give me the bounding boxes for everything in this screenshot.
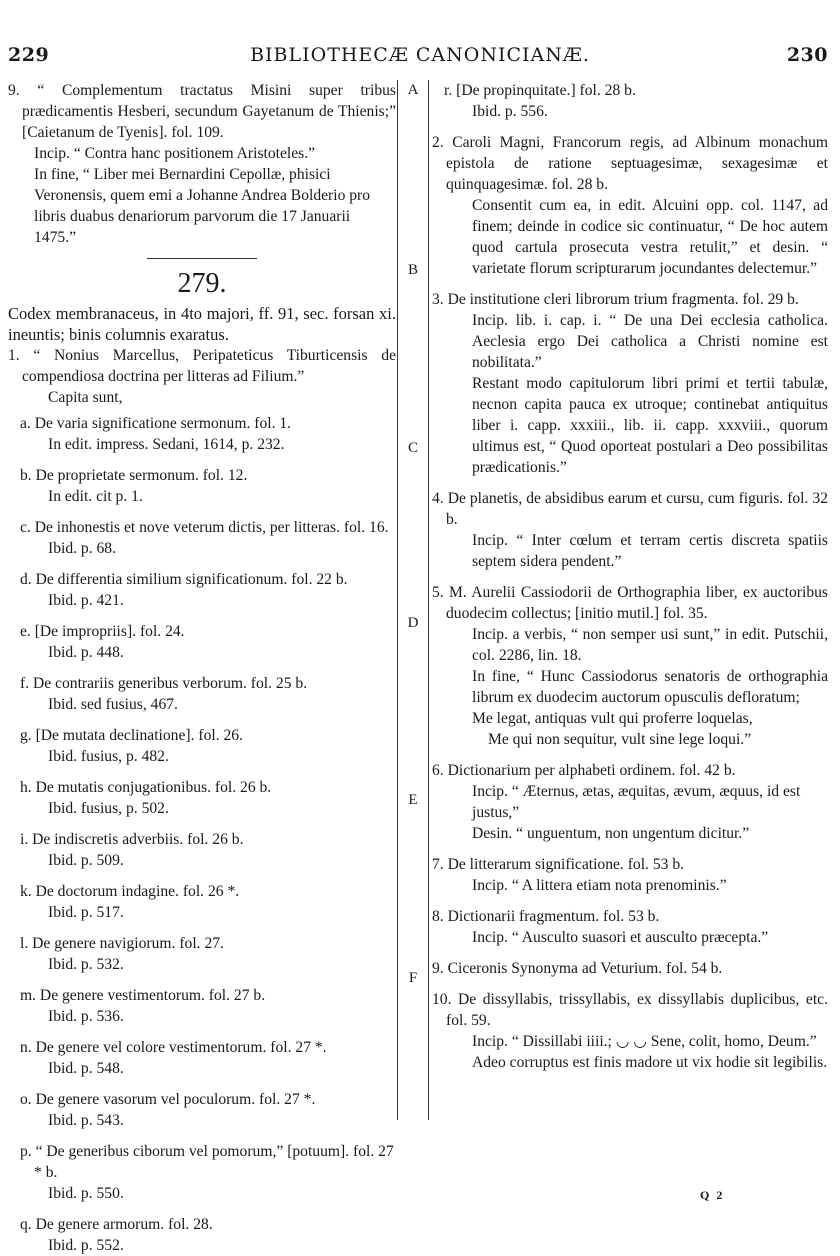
entry-9-title: 9. “ Complementum tractatus Misini super tribus prædicamentis Hesberi, secundum Gayetanum de Thienis;” [Caietanum de Tyenis]. fol. 109. [8, 82, 396, 141]
signature-mark: Q 2 [700, 1188, 725, 1202]
entry-10-title: 10. De dissyllabis, trissyllabis, ex dissyllabis duplicibus, etc. fol. 59. [432, 991, 828, 1029]
entry-5-verse-2: Me qui non sequitur, vult sine lege loqui.” [488, 731, 752, 748]
entry-m-title: m. De genere vestimentorum. fol. 27 b. [20, 987, 266, 1004]
left-column [8, 80, 396, 1256]
column-rule-left [397, 80, 398, 1120]
entry-b-ref: In edit. cit p. 1. [48, 488, 143, 505]
entry-3-incipit: Incip. lib. i. cap. i. “ De una Dei ecclesia catholica. Aeclesia ergo Dei catholica a Christi nomine est nobilitata.” [472, 312, 828, 371]
entry-a-ref: In edit. impress. Sedani, 1614, p. 232. [48, 436, 285, 453]
entry-o-ref: Ibid. p. 543. [48, 1112, 124, 1129]
entry-7-title: 7. De litterarum significatione. fol. 53 b. [432, 856, 685, 873]
entry-6-title: 6. Dictionarium per alphabeti ordinem. fol. 42 b. [432, 762, 736, 779]
entry-l-title: l. De genere navigiorum. fol. 27. [20, 935, 224, 952]
entry-8-title: 8. Dictionarii fragmentum. fol. 53 b. [432, 908, 660, 925]
margin-letter-f: F [408, 970, 418, 986]
entry-9r-title: 9. Ciceronis Synonyma ad Veturium. fol. 54 b. [432, 960, 723, 977]
page-number-left: 229 [8, 44, 50, 66]
entry-o-title: o. De genere vasorum vel poculorum. fol. 27 *. [20, 1091, 316, 1108]
entry-e-title: e. [De impropriis]. fol. 24. [20, 623, 185, 640]
entry-h-ref: Ibid. fusius, p. 502. [48, 800, 169, 817]
entry-3-title: 3. De institutione cleri librorum trium fragmenta. fol. 29 b. [432, 291, 799, 308]
entry-c-ref: Ibid. p. 68. [48, 540, 117, 557]
entry-8-incipit: Incip. “ Ausculto suasori et ausculto præcepta.” [472, 929, 769, 946]
right-column [432, 80, 828, 1073]
entry-6-desinit: Desin. “ unguentum, non ungentum dicitur.” [472, 825, 750, 842]
page-header [0, 44, 840, 74]
entry-g-ref: Ibid. fusius, p. 482. [48, 748, 169, 765]
entry-q-ref: Ibid. p. 552. [48, 1237, 124, 1254]
column-rule-right [428, 80, 429, 1120]
entry-l-ref: Ibid. p. 532. [48, 956, 124, 973]
page-number-right: 230 [786, 44, 828, 66]
entry-5-incipit: Incip. a verbis, “ non semper usi sunt,” in edit. Putschii, col. 2286, lin. 18. [472, 626, 828, 664]
entry-2-title: 2. Caroli Magni, Francorum regis, ad Albinum monachum epistola de ratione septuagesimæ, sexagesimæ et quinquagesimæ. fol. 28 b. [432, 134, 828, 193]
entry-1-capita: Capita sunt, [48, 389, 123, 406]
entry-2-note: Consentit cum ea, in edit. Alcuini opp. col. 1147, ad finem; deinde in codice sic continuatur, “ De hoc autem quod cartula prosecuta vestra retulit,” et desin. “ varietate florum scripturarum jocundantes delectemur.” [472, 197, 828, 277]
entry-9-in-fine: In fine, “ Liber mei Bernardini Cepollæ, phisici Veronensis, quem emi a Johanne Andrea Bolderio pro libris duabus denariorum parvorum die 17 Januarii 1475.” [34, 166, 371, 246]
entry-5-verse-1: Me legat, antiquas vult qui proferre loquelas, [472, 710, 753, 727]
entry-n-title: n. De genere vel colore vestimentorum. fol. 27 *. [20, 1039, 327, 1056]
entry-4-title: 4. De planetis, de absidibus earum et cursu, cum figuris. fol. 32 b. [432, 490, 828, 528]
entry-n-ref: Ibid. p. 548. [48, 1060, 124, 1077]
entry-c-title: c. De inhonestis et nove veterum dictis, per litteras. fol. 16. [20, 519, 389, 536]
entry-i-ref: Ibid. p. 509. [48, 852, 124, 869]
codex-description: Codex membranaceus, in 4to majori, ff. 91, sec. forsan xi. ineuntis; binis columnis exaratus. [8, 304, 396, 344]
entry-g-title: g. [De mutata declinatione]. fol. 26. [20, 727, 244, 744]
margin-letter-a: A [407, 82, 419, 98]
entry-5-in-fine: In fine, “ Hunc Cassiodorus senatoris de orthographia librum ex duodecim auctorum opusculis defloratum; [472, 668, 828, 706]
entry-10-note: Adeo corruptus est finis madore ut vix hodie sit legibilis. [472, 1054, 828, 1071]
entry-r-title: r. [De propinquitate.] fol. 28 b. [444, 82, 636, 99]
entry-b-title: b. De proprietate sermonum. fol. 12. [20, 467, 248, 484]
codex-number: 279. [177, 268, 227, 299]
entry-k-ref: Ibid. p. 517. [48, 904, 124, 921]
entry-i-title: i. De indiscretis adverbiis. fol. 26 b. [20, 831, 244, 848]
margin-letter-b: B [407, 262, 418, 278]
entry-3-note: Restant modo capitulorum libri primi et tertii tabulæ, necnon capita pauca ex utroque; continebat antiquitus liber i. capp. xxxiii., lib. ii. capp. xxxviii., quorum ultimus est, “ Quod oporteat postulari a Deo possibilitas prædicationis.” [472, 375, 828, 476]
entry-p-title: p. “ De generibus ciborum vel pomorum,” [potuum]. fol. 27 * b. [20, 1143, 394, 1181]
entry-9-incipit: Incip. “ Contra hanc positionem Aristoteles.” [34, 145, 316, 162]
entry-k-title: k. De doctorum indagine. fol. 26 *. [20, 883, 240, 900]
margin-letter-e: E [408, 792, 418, 808]
entry-a-title: a. De varia significatione sermonum. fol. 1. [20, 415, 292, 432]
entry-d-ref: Ibid. p. 421. [48, 592, 124, 609]
entry-1-title: 1. “ Nonius Marcellus, Peripateticus Tiburticensis de compendiosa doctrina per litteras ad Filium.” [8, 347, 396, 385]
entry-f-title: f. De contrariis generibus verborum. fol. 25 b. [20, 675, 308, 692]
entry-f-ref: Ibid. sed fusius, 467. [48, 696, 178, 713]
margin-letter-d: D [407, 615, 419, 631]
entry-q-title: q. De genere armorum. fol. 28. [20, 1216, 213, 1233]
entry-list [8, 413, 396, 1256]
entry-m-ref: Ibid. p. 536. [48, 1008, 124, 1025]
entry-5-title: 5. M. Aurelii Cassiodorii de Orthographia liber, ex auctoribus duodecim collectus; [initio mutil.] fol. 35. [432, 584, 828, 622]
entry-6-incipit: Incip. “ Æternus, ætas, æquitas, ævum, æquus, id est justus,” [472, 783, 801, 821]
entry-r-ref: Ibid. p. 556. [472, 103, 548, 120]
entry-h-title: h. De mutatis conjugationibus. fol. 26 b. [20, 779, 272, 796]
entry-10-incipit: Incip. “ Dissillabi iiii.; ◡ ◡ Sene, colit, homo, Deum.” [472, 1033, 817, 1050]
entry-7-incipit: Incip. “ A littera etiam nota prenominis.” [472, 877, 727, 894]
entry-p-ref: Ibid. p. 550. [48, 1185, 124, 1202]
running-title: BIBLIOTHECÆ CANONICIANÆ. [250, 44, 590, 66]
entry-4-incipit: Incip. “ Inter cœlum et terram certis discreta spatiis septem sidera pendent.” [472, 532, 828, 570]
margin-letter-c: C [407, 440, 418, 456]
entry-d-title: d. De differentia similium significationum. fol. 22 b. [20, 571, 348, 588]
section-divider [147, 258, 257, 259]
entry-e-ref: Ibid. p. 448. [48, 644, 124, 661]
